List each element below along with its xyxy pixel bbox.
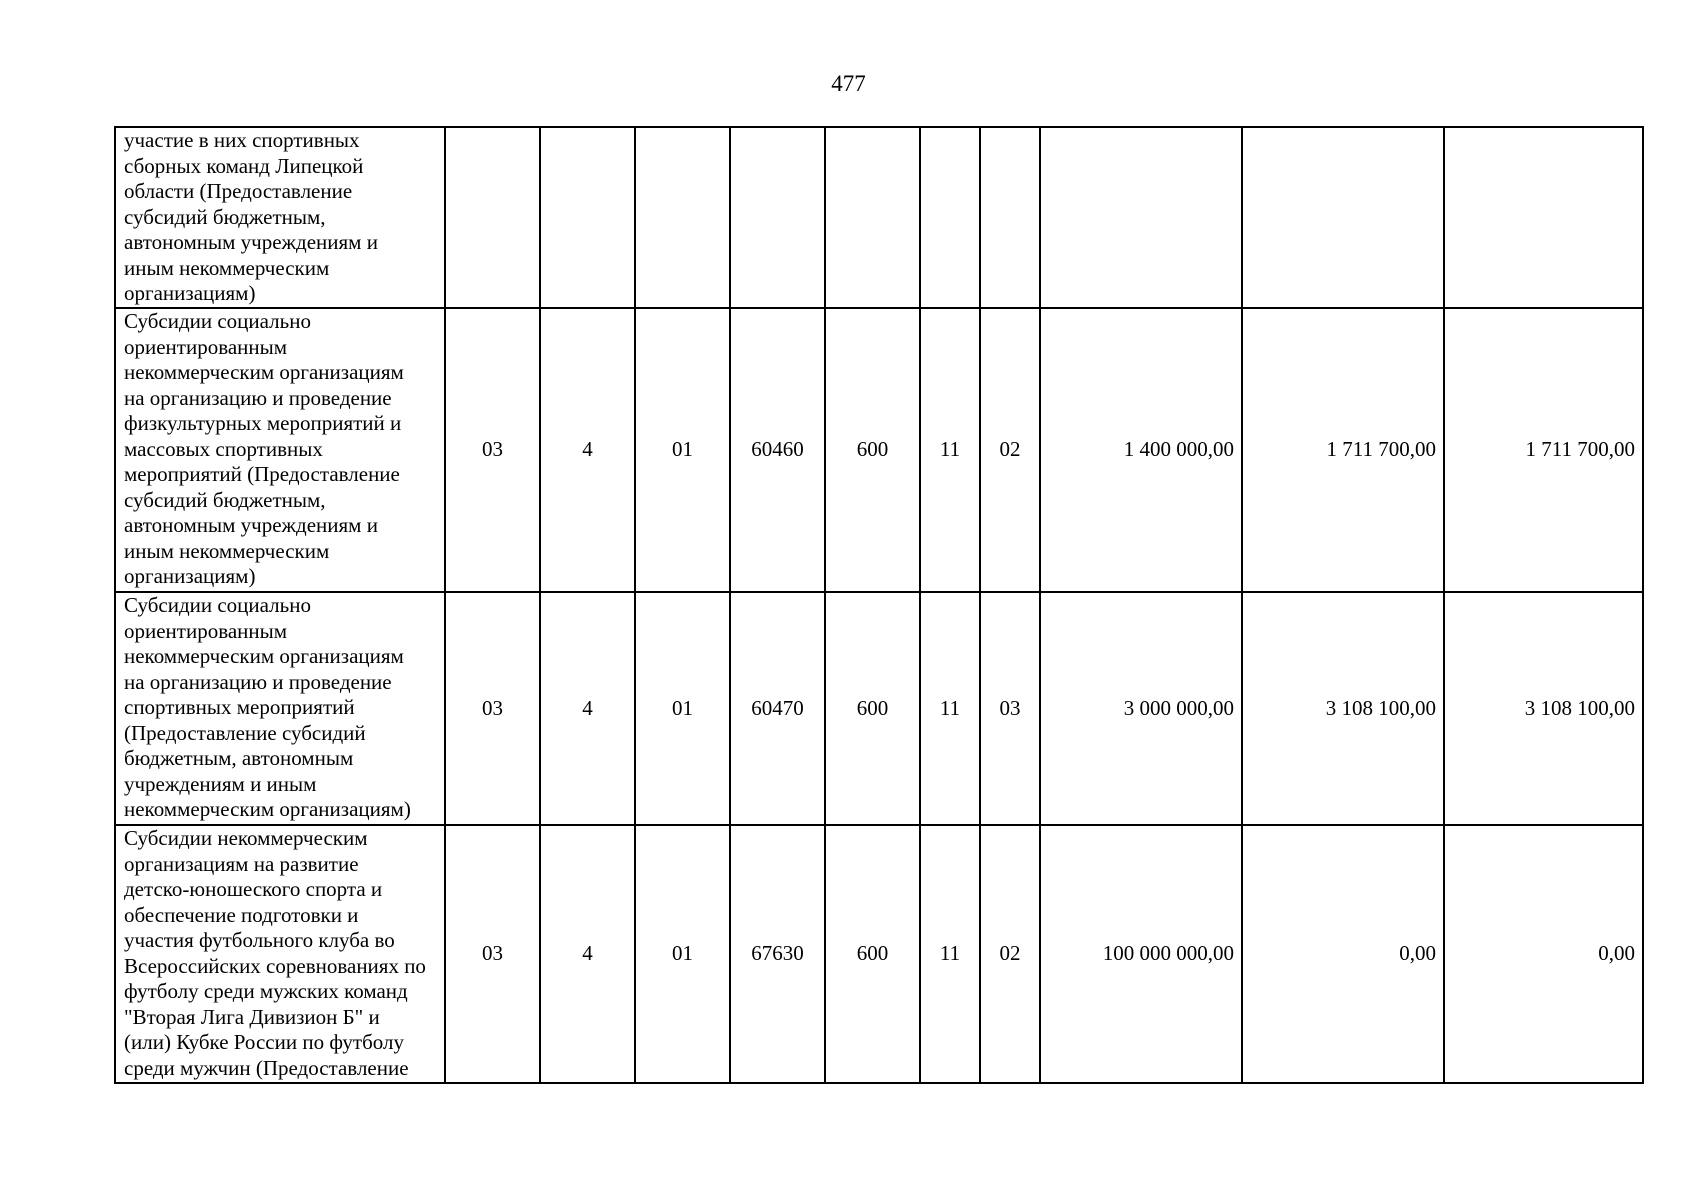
code-expense-type: 600 — [825, 308, 920, 592]
row-description — [115, 592, 445, 825]
code-subdivision: 02 — [980, 825, 1040, 1083]
code-division — [920, 127, 980, 308]
amount-year-1 — [1040, 127, 1242, 308]
code-section: 03 — [445, 825, 540, 1083]
amount-year-2: 3 108 100,00 — [1242, 592, 1444, 825]
description-line: иным некоммерческим — [124, 255, 330, 280]
description-line: Субсидии социально — [124, 309, 311, 333]
row-description — [115, 308, 445, 592]
amount-year-3 — [1444, 127, 1643, 308]
description-line: организациям) — [124, 281, 256, 305]
description-line: участия футбольного клуба во — [124, 928, 395, 952]
code-subprogram: 01 — [635, 825, 730, 1083]
code-subdivision — [980, 127, 1040, 308]
description-line: физкультурных мероприятий и — [124, 411, 402, 435]
description-line: ориентированным — [124, 618, 288, 643]
description-line: "Вторая Лига Дивизион Б" и — [124, 1004, 380, 1029]
description-line: области (Предоставление — [124, 179, 353, 203]
table-row — [115, 127, 1643, 308]
table-row — [115, 825, 1643, 1083]
amount-year-2: 1 711 700,00 — [1242, 308, 1444, 592]
description-line: субсидий бюджетным, — [124, 204, 326, 229]
budget-table — [114, 126, 1644, 1084]
description-line: участие в них спортивных — [124, 128, 360, 152]
description-line: обеспечение подготовки и — [124, 902, 359, 927]
amount-year-2 — [1242, 127, 1444, 308]
amount-year-1: 100 000 000,00 — [1040, 825, 1242, 1083]
code-direction — [730, 127, 825, 308]
code-expense-type — [825, 127, 920, 308]
description-line: спортивных мероприятий — [124, 695, 355, 719]
amount-year-1: 3 000 000,00 — [1040, 592, 1242, 825]
description-line: массовых спортивных — [124, 436, 323, 461]
description-line: футболу среди мужских команд — [124, 979, 408, 1003]
description-line: некоммерческим организациям) — [124, 797, 411, 821]
code-program — [540, 127, 635, 308]
code-subprogram: 01 — [635, 308, 730, 592]
description-line: учреждениям и иным — [124, 771, 317, 796]
description-line: мероприятий (Предоставление — [124, 462, 400, 486]
code-section: 03 — [445, 592, 540, 825]
description-line: Субсидии социально — [124, 593, 311, 617]
amount-year-3: 3 108 100,00 — [1444, 592, 1643, 825]
code-subprogram — [635, 127, 730, 308]
code-section: 03 — [445, 308, 540, 592]
description-line: Всероссийских соревнованиях по — [124, 953, 426, 978]
code-subdivision: 02 — [980, 308, 1040, 592]
description-line: организациям) — [124, 564, 256, 588]
amount-year-2: 0,00 — [1242, 825, 1444, 1083]
description-line: автономным учреждениям и — [124, 513, 378, 537]
code-division: 11 — [920, 825, 980, 1083]
amount-year-1: 1 400 000,00 — [1040, 308, 1242, 592]
description-line: ориентированным — [124, 334, 288, 359]
page-number: 477 — [831, 71, 866, 96]
table-body — [115, 127, 1643, 1083]
code-subdivision: 03 — [980, 592, 1040, 825]
code-expense-type: 600 — [825, 825, 920, 1083]
amount-year-3: 1 711 700,00 — [1444, 308, 1643, 592]
description-line: субсидий бюджетным, — [124, 487, 326, 512]
description-line: автономным учреждениям и — [124, 230, 378, 254]
code-division: 11 — [920, 592, 980, 825]
table-row — [115, 592, 1643, 825]
table-row — [115, 308, 1643, 592]
description-line: некоммерческим организациям — [124, 644, 404, 668]
code-section — [445, 127, 540, 308]
description-line: иным некоммерческим — [124, 538, 330, 563]
code-subprogram: 01 — [635, 592, 730, 825]
code-program: 4 — [540, 592, 635, 825]
code-direction: 67630 — [730, 825, 825, 1083]
row-description — [115, 127, 445, 308]
description-line: (или) Кубке России по футболу — [124, 1030, 404, 1054]
code-direction: 60460 — [730, 308, 825, 592]
code-direction: 60470 — [730, 592, 825, 825]
description-line: бюджетным, автономным — [124, 746, 354, 770]
row-description — [115, 825, 445, 1083]
description-line: на организацию и проведение — [124, 669, 392, 694]
description-line: на организацию и проведение — [124, 385, 392, 410]
description-line: среди мужчин (Предоставление — [124, 1055, 409, 1080]
description-line: детско-юношеского спорта и — [124, 877, 383, 901]
amount-year-3: 0,00 — [1444, 825, 1643, 1083]
code-division: 11 — [920, 308, 980, 592]
code-program: 4 — [540, 308, 635, 592]
description-line: сборных команд Липецкой — [124, 153, 364, 178]
code-program: 4 — [540, 825, 635, 1083]
description-line: (Предоставление субсидий — [124, 720, 366, 745]
description-line: Субсидии некоммерческим — [124, 826, 368, 850]
code-expense-type: 600 — [825, 592, 920, 825]
description-line: некоммерческим организациям — [124, 360, 404, 384]
description-line: организациям на развитие — [124, 851, 359, 876]
